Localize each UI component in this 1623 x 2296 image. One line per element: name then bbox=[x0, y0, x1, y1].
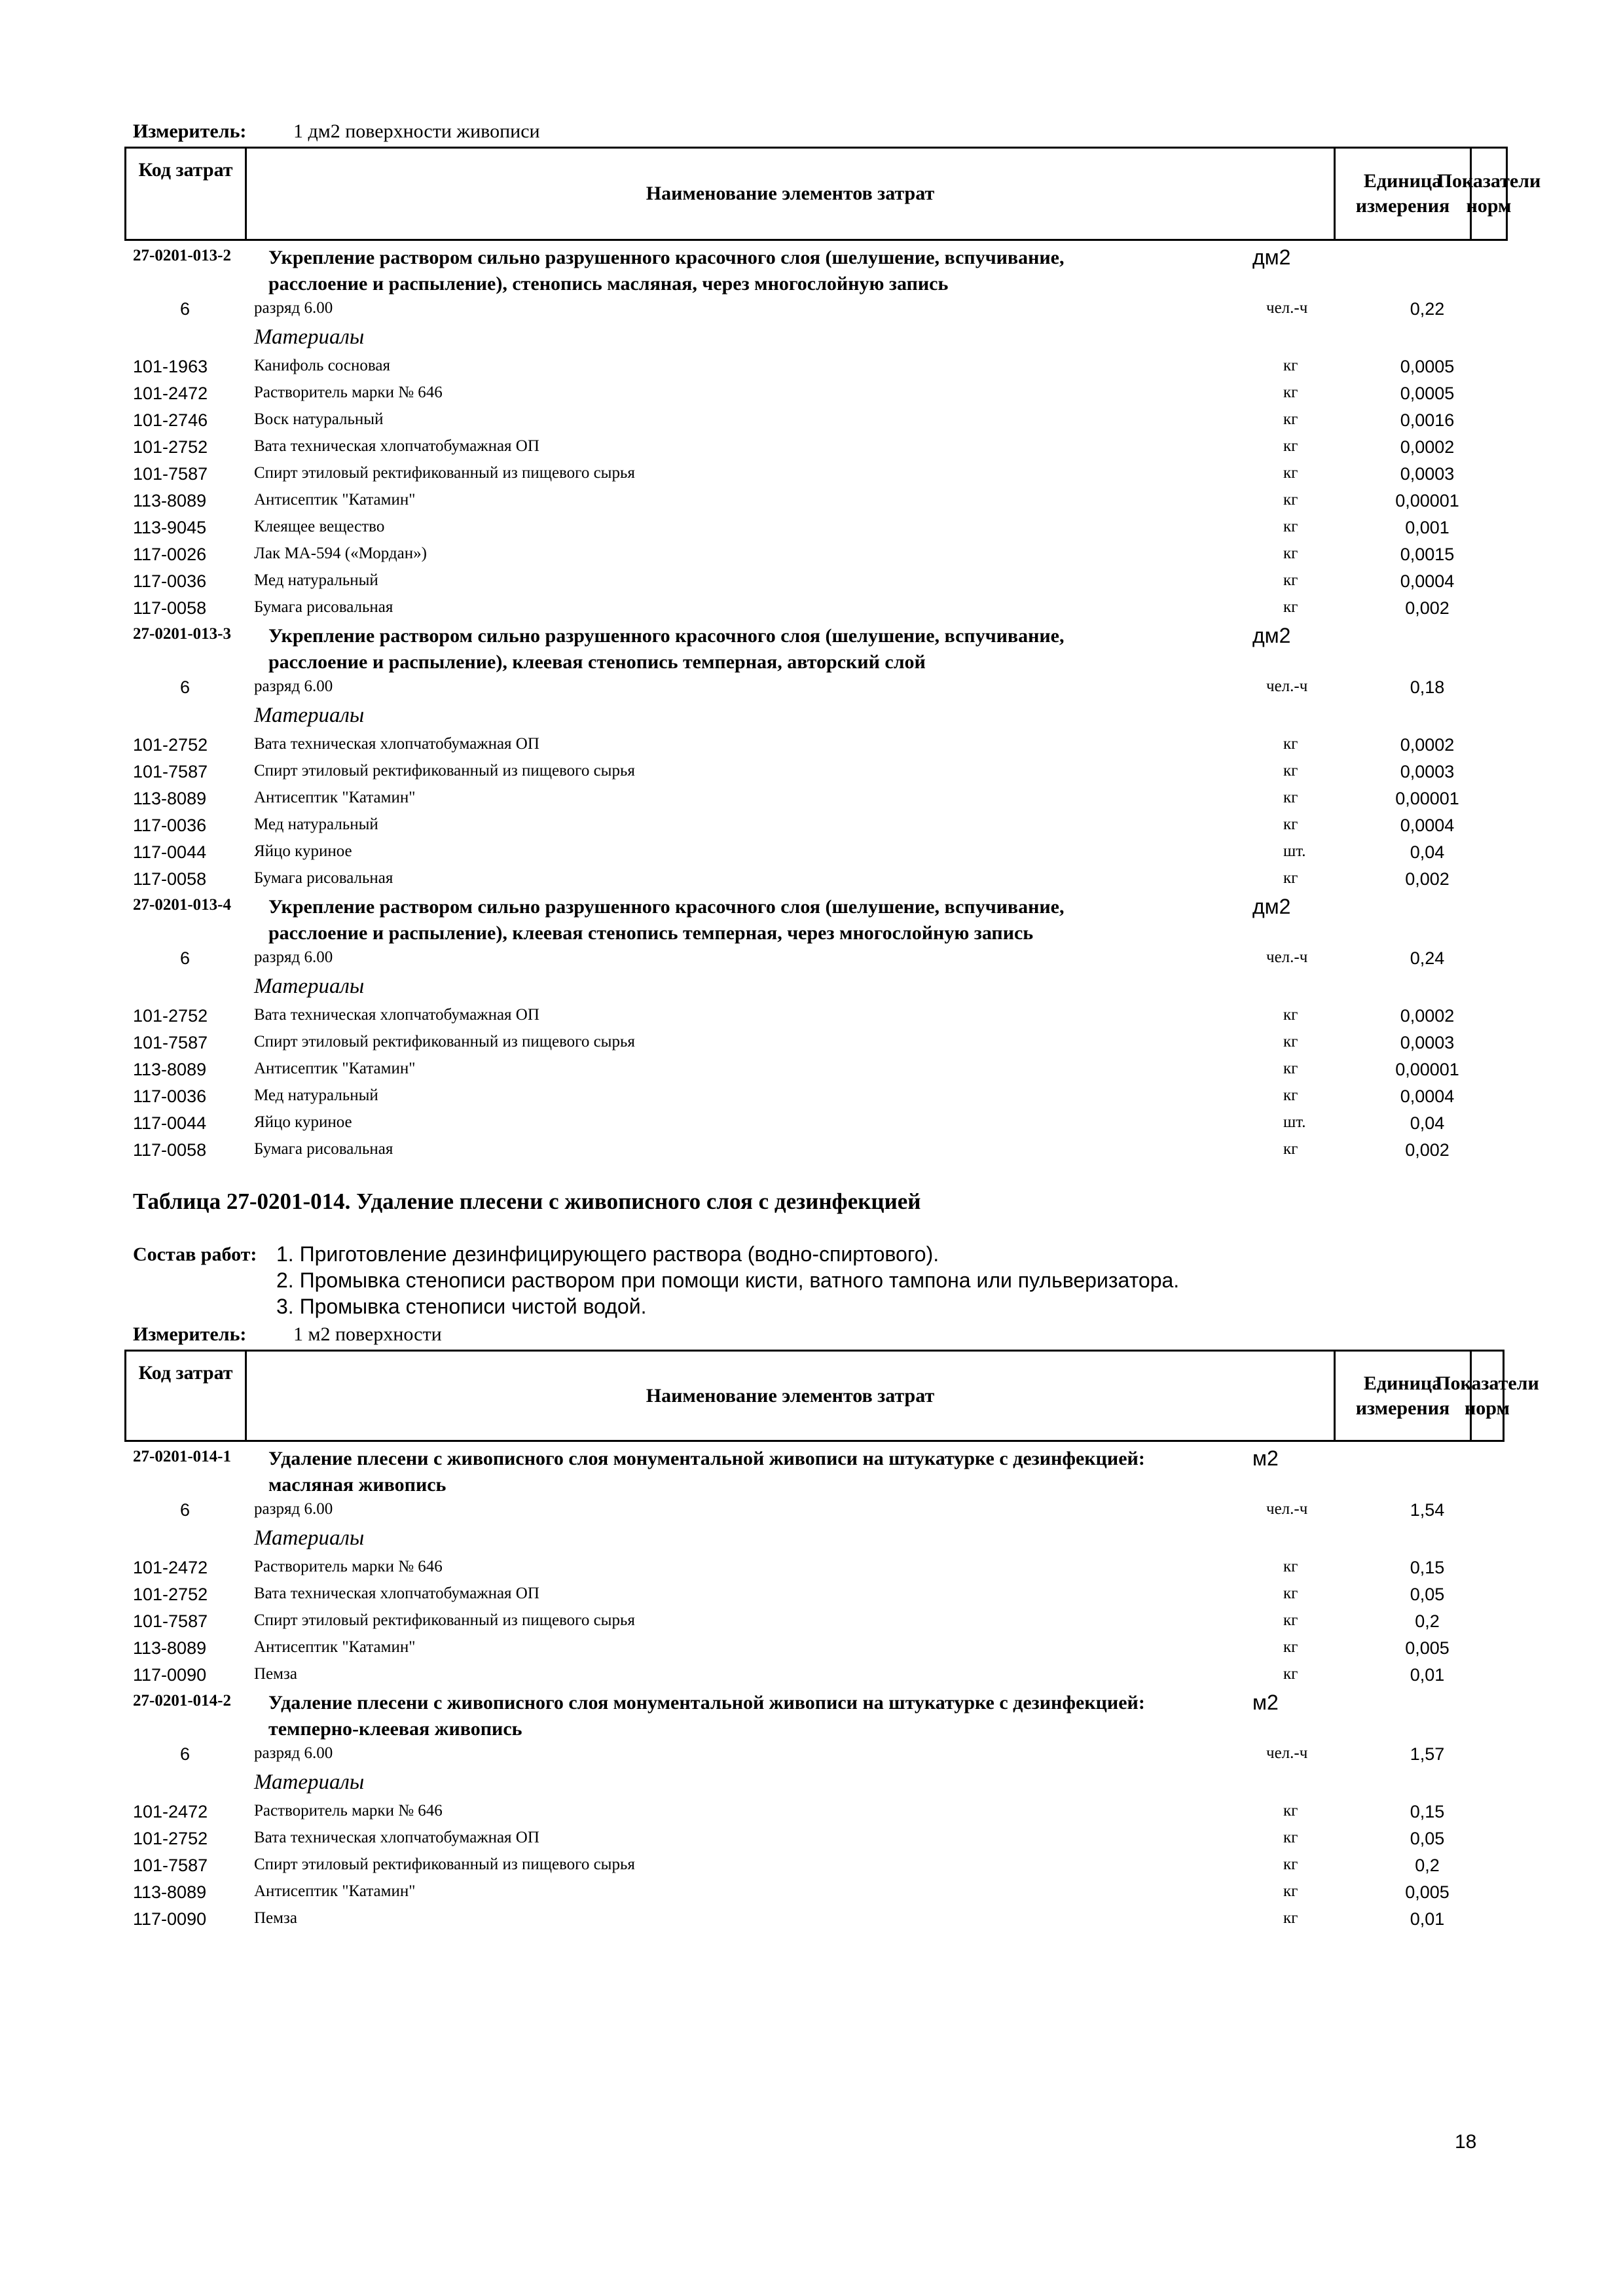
works-item-1: 1. Приготовление дезинфицирующего раствора (водно-спиртового). bbox=[276, 1242, 939, 1266]
section-row-cont bbox=[0, 1474, 1623, 1500]
material-unit: кг bbox=[1283, 1558, 1298, 1575]
material-name: Бумага рисовальная bbox=[254, 598, 393, 616]
material-code: 101-7587 bbox=[133, 1033, 208, 1052]
table-row bbox=[0, 816, 1623, 842]
material-code: 113-8089 bbox=[133, 1060, 207, 1079]
material-value: 0,002 bbox=[1405, 1140, 1450, 1160]
labor-row bbox=[0, 1500, 1623, 1526]
labor-name: разряд 6.00 bbox=[254, 1744, 333, 1762]
material-value: 0,0015 bbox=[1400, 545, 1455, 564]
material-name: Антисептик "Катамин" bbox=[254, 1060, 416, 1077]
table-title: Таблица 27-0201-014. Удаление плесени с живописного слоя с дезинфекцией bbox=[133, 1189, 921, 1214]
material-unit: кг bbox=[1283, 1611, 1298, 1629]
material-value: 0,04 bbox=[1410, 1113, 1445, 1133]
materials-heading-row bbox=[0, 977, 1623, 1003]
materials-heading: Материалы bbox=[254, 975, 365, 998]
material-value: 0,00001 bbox=[1395, 789, 1459, 808]
material-unit: кг bbox=[1283, 1829, 1298, 1846]
material-value: 0,05 bbox=[1410, 1829, 1445, 1848]
material-unit: кг bbox=[1283, 789, 1298, 806]
labor-name: разряд 6.00 bbox=[254, 948, 333, 966]
table-row bbox=[0, 437, 1623, 463]
material-name: Растворитель марки № 646 bbox=[254, 1802, 443, 1820]
table-row bbox=[0, 1802, 1623, 1828]
meter-value-2: 1 м2 поверхности bbox=[293, 1323, 442, 1345]
labor-row bbox=[0, 1744, 1623, 1770]
section-code: 27-0201-013-4 bbox=[133, 896, 231, 914]
material-unit: кг bbox=[1283, 1882, 1298, 1900]
table-row bbox=[0, 869, 1623, 895]
labor-unit: чел.-ч bbox=[1266, 948, 1308, 966]
table-row bbox=[0, 1665, 1623, 1691]
table-row bbox=[0, 1140, 1623, 1166]
material-name: Канифоль сосновая bbox=[254, 357, 390, 374]
material-unit: кг bbox=[1283, 1802, 1298, 1820]
table-row bbox=[0, 464, 1623, 490]
labor-unit: чел.-ч bbox=[1266, 1744, 1308, 1762]
material-code: 117-0058 bbox=[133, 598, 207, 618]
material-code: 101-2752 bbox=[133, 1585, 208, 1604]
section-name-cont: масляная живопись bbox=[268, 1474, 447, 1496]
material-code: 117-0036 bbox=[133, 1086, 207, 1106]
material-name: Пемза bbox=[254, 1909, 297, 1927]
section-name-cont: темперно-клеевая живопись bbox=[268, 1718, 522, 1740]
material-code: 101-7587 bbox=[133, 1856, 208, 1875]
section-name: Укрепление раствором сильно разрушенного красочного слоя (шелушение, вспучивание, bbox=[268, 896, 1065, 918]
section-row bbox=[0, 896, 1623, 922]
material-name: Бумага рисовальная bbox=[254, 1140, 393, 1158]
material-code: 101-2752 bbox=[133, 1006, 208, 1026]
material-code: 101-7587 bbox=[133, 464, 208, 484]
material-code: 117-0044 bbox=[133, 1113, 207, 1133]
material-name: Яйцо куриное bbox=[254, 842, 352, 860]
table-row bbox=[0, 1086, 1623, 1113]
material-unit: кг bbox=[1283, 1638, 1298, 1656]
section-row bbox=[0, 247, 1623, 273]
labor-value: 0,22 bbox=[1410, 299, 1445, 319]
section-row-cont bbox=[0, 273, 1623, 299]
material-unit: кг bbox=[1283, 1856, 1298, 1873]
material-name: Растворитель марки № 646 bbox=[254, 384, 443, 401]
header-code: Код затрат bbox=[138, 1362, 233, 1384]
material-value: 0,0003 bbox=[1400, 1033, 1455, 1052]
material-code: 113-9045 bbox=[133, 518, 207, 537]
material-value: 0,001 bbox=[1405, 518, 1450, 537]
works-item-3: 3. Промывка стенописи чистой водой. bbox=[276, 1295, 647, 1318]
section-name: Удаление плесени с живописного слоя монументальной живописи на штукатурке с дезинфекцией: bbox=[268, 1692, 1145, 1713]
table-row bbox=[0, 384, 1623, 410]
material-value: 0,2 bbox=[1415, 1856, 1440, 1875]
material-name: Вата техническая хлопчатобумажная ОП bbox=[254, 1006, 539, 1024]
material-name: Растворитель марки № 646 bbox=[254, 1558, 443, 1575]
header-name: Наименование элементов затрат bbox=[245, 149, 1334, 239]
table-row bbox=[0, 1006, 1623, 1032]
table-row bbox=[0, 491, 1623, 517]
material-value: 0,0002 bbox=[1400, 735, 1455, 755]
material-name: Вата техническая хлопчатобумажная ОП bbox=[254, 735, 539, 753]
materials-heading-row bbox=[0, 325, 1623, 354]
table-row bbox=[0, 357, 1623, 383]
section-name: Укрепление раствором сильно разрушенного красочного слоя (шелушение, вспучивание, bbox=[268, 247, 1065, 268]
material-code: 101-2746 bbox=[133, 410, 208, 430]
labor-value: 0,18 bbox=[1410, 677, 1445, 697]
materials-heading-row bbox=[0, 706, 1623, 732]
table-row bbox=[0, 762, 1623, 788]
materials-heading: Материалы bbox=[254, 1526, 365, 1550]
material-value: 0,00001 bbox=[1395, 1060, 1459, 1079]
material-unit: кг bbox=[1283, 735, 1298, 753]
material-unit: кг bbox=[1283, 1140, 1298, 1158]
material-unit: кг bbox=[1283, 1086, 1298, 1104]
material-code: 101-7587 bbox=[133, 1611, 208, 1631]
header-name: Наименование элементов затрат bbox=[245, 1352, 1334, 1440]
table-row bbox=[0, 1033, 1623, 1059]
labor-unit: чел.-ч bbox=[1266, 677, 1308, 695]
meter-label-2: Измеритель: bbox=[133, 1323, 247, 1345]
material-name: Антисептик "Катамин" bbox=[254, 789, 416, 806]
table-row bbox=[0, 518, 1623, 544]
material-code: 113-8089 bbox=[133, 1638, 207, 1658]
material-value: 0,005 bbox=[1405, 1638, 1450, 1658]
material-value: 0,002 bbox=[1405, 598, 1450, 618]
works-item-2: 2. Промывка стенописи раствором при помощи кисти, ватного тампона или пульверизатора. bbox=[276, 1268, 1180, 1292]
material-unit: кг bbox=[1283, 410, 1298, 428]
material-value: 0,01 bbox=[1410, 1909, 1445, 1929]
material-name: Лак МА-594 («Мордан») bbox=[254, 545, 427, 562]
section-name-cont: расслоение и распыление), стенопись масляная, через многослойную запись bbox=[268, 273, 949, 295]
labor-code: 6 bbox=[180, 677, 191, 697]
material-name: Мед натуральный bbox=[254, 1086, 378, 1104]
table-row bbox=[0, 1882, 1623, 1909]
labor-value: 1,57 bbox=[1410, 1744, 1445, 1764]
material-value: 0,01 bbox=[1410, 1665, 1445, 1685]
material-name: Мед натуральный bbox=[254, 571, 378, 589]
material-unit: кг bbox=[1283, 1060, 1298, 1077]
material-value: 0,15 bbox=[1410, 1802, 1445, 1821]
material-name: Мед натуральный bbox=[254, 816, 378, 833]
material-name: Воск натуральный bbox=[254, 410, 384, 428]
meter-value: 1 дм2 поверхности живописи bbox=[293, 120, 540, 142]
material-name: Клеящее вещество bbox=[254, 518, 385, 535]
material-code: 101-2752 bbox=[133, 1829, 208, 1848]
material-value: 0,04 bbox=[1410, 842, 1445, 862]
material-name: Антисептик "Катамин" bbox=[254, 1638, 416, 1656]
material-code: 101-2752 bbox=[133, 735, 208, 755]
labor-name: разряд 6.00 bbox=[254, 677, 333, 695]
table-row bbox=[0, 1558, 1623, 1584]
table-row bbox=[0, 1638, 1623, 1664]
material-code: 101-2752 bbox=[133, 437, 208, 457]
section-code: 27-0201-013-3 bbox=[133, 625, 231, 643]
material-unit: кг bbox=[1283, 571, 1298, 589]
materials-heading-row bbox=[0, 1526, 1623, 1555]
material-unit: кг bbox=[1283, 491, 1298, 509]
section-code: 27-0201-014-2 bbox=[133, 1692, 231, 1710]
section-row bbox=[0, 1448, 1623, 1474]
header-norm: Показатели норм bbox=[1470, 149, 1506, 239]
material-value: 0,0003 bbox=[1400, 762, 1455, 781]
material-value: 0,2 bbox=[1415, 1611, 1440, 1631]
material-name: Спирт этиловый ректификованный из пищевого сырья bbox=[254, 762, 635, 780]
labor-unit: чел.-ч bbox=[1266, 1500, 1308, 1518]
material-name: Антисептик "Катамин" bbox=[254, 491, 416, 509]
labor-code: 6 bbox=[180, 1500, 191, 1520]
material-name: Спирт этиловый ректификованный из пищевого сырья bbox=[254, 1856, 635, 1873]
material-value: 0,15 bbox=[1410, 1558, 1445, 1577]
table-header-2 bbox=[124, 1350, 1539, 1442]
labor-row bbox=[0, 299, 1623, 325]
material-unit: шт. bbox=[1283, 1113, 1306, 1131]
material-value: 0,0005 bbox=[1400, 384, 1455, 403]
material-code: 113-8089 bbox=[133, 789, 207, 808]
labor-unit: чел.-ч bbox=[1266, 299, 1308, 317]
material-code: 117-0058 bbox=[133, 869, 207, 889]
material-name: Яйцо куриное bbox=[254, 1113, 352, 1131]
material-unit: кг bbox=[1283, 762, 1298, 780]
material-name: Пемза bbox=[254, 1665, 297, 1683]
section-row-cont bbox=[0, 651, 1623, 677]
material-code: 101-2472 bbox=[133, 384, 208, 403]
material-unit: кг bbox=[1283, 816, 1298, 833]
material-code: 117-0036 bbox=[133, 571, 207, 591]
material-code: 101-2472 bbox=[133, 1558, 208, 1577]
table-row bbox=[0, 1856, 1623, 1882]
section-name-cont: расслоение и распыление), клеевая стенопись темперная, через многослойную запись bbox=[268, 922, 1034, 944]
table-row bbox=[0, 842, 1623, 869]
material-value: 0,0003 bbox=[1400, 464, 1455, 484]
material-unit: кг bbox=[1283, 545, 1298, 562]
material-code: 101-2472 bbox=[133, 1802, 208, 1821]
header-norm: Показатели норм bbox=[1470, 1352, 1503, 1440]
material-value: 0,0004 bbox=[1400, 1086, 1455, 1106]
section-name-cont: расслоение и распыление), клеевая стенопись темперная, авторский слой bbox=[268, 651, 926, 673]
material-value: 0,0005 bbox=[1400, 357, 1455, 376]
material-code: 113-8089 bbox=[133, 491, 207, 511]
material-code: 117-0090 bbox=[133, 1909, 207, 1929]
section-unit: дм2 bbox=[1252, 895, 1291, 918]
material-name: Вата техническая хлопчатобумажная ОП bbox=[254, 437, 539, 455]
material-unit: кг bbox=[1283, 1909, 1298, 1927]
section-name: Удаление плесени с живописного слоя монументальной живописи на штукатурке с дезинфекцией: bbox=[268, 1448, 1145, 1469]
material-name: Вата техническая хлопчатобумажная ОП bbox=[254, 1585, 539, 1602]
labor-name: разряд 6.00 bbox=[254, 299, 333, 317]
labor-code: 6 bbox=[180, 299, 191, 319]
material-unit: шт. bbox=[1283, 842, 1306, 860]
table-row bbox=[0, 1060, 1623, 1086]
labor-code: 6 bbox=[180, 1744, 191, 1764]
section-unit: м2 bbox=[1252, 1446, 1279, 1470]
material-code: 117-0036 bbox=[133, 816, 207, 835]
material-name: Вата техническая хлопчатобумажная ОП bbox=[254, 1829, 539, 1846]
header-code: Код затрат bbox=[138, 159, 233, 181]
materials-heading: Материалы bbox=[254, 704, 365, 727]
material-unit: кг bbox=[1283, 518, 1298, 535]
table-row bbox=[0, 1909, 1623, 1935]
materials-heading: Материалы bbox=[254, 1770, 365, 1794]
materials-heading: Материалы bbox=[254, 325, 365, 349]
material-value: 0,0004 bbox=[1400, 571, 1455, 591]
table-row bbox=[0, 1829, 1623, 1855]
labor-value: 1,54 bbox=[1410, 1500, 1445, 1520]
material-code: 113-8089 bbox=[133, 1882, 207, 1902]
section-code: 27-0201-014-1 bbox=[133, 1448, 231, 1465]
labor-value: 0,24 bbox=[1410, 948, 1445, 968]
section-row-cont bbox=[0, 1718, 1623, 1744]
table-header bbox=[124, 147, 1541, 241]
header-unit: Единица измерения bbox=[1334, 149, 1470, 239]
section-unit: м2 bbox=[1252, 1691, 1279, 1714]
table-row bbox=[0, 735, 1623, 761]
table-row bbox=[0, 410, 1623, 437]
material-unit: кг bbox=[1283, 1665, 1298, 1683]
material-name: Спирт этиловый ректификованный из пищевого сырья bbox=[254, 1033, 635, 1050]
table-row bbox=[0, 1113, 1623, 1139]
works-label: Состав работ: bbox=[133, 1244, 257, 1265]
material-name: Бумага рисовальная bbox=[254, 869, 393, 887]
meter-label: Измеритель: bbox=[133, 120, 247, 142]
table-row bbox=[0, 1611, 1623, 1638]
material-value: 0,0004 bbox=[1400, 816, 1455, 835]
section-unit: дм2 bbox=[1252, 245, 1291, 269]
material-code: 101-7587 bbox=[133, 762, 208, 781]
material-code: 117-0026 bbox=[133, 545, 207, 564]
material-unit: кг bbox=[1283, 1006, 1298, 1024]
table-row bbox=[0, 545, 1623, 571]
section-row bbox=[0, 625, 1623, 651]
page-number: 18 bbox=[1455, 2131, 1477, 2153]
table-row bbox=[0, 571, 1623, 598]
labor-row bbox=[0, 948, 1623, 975]
material-value: 0,00001 bbox=[1395, 491, 1459, 511]
material-name: Спирт этиловый ректификованный из пищевого сырья bbox=[254, 464, 635, 482]
section-row-cont bbox=[0, 922, 1623, 948]
material-value: 0,005 bbox=[1405, 1882, 1450, 1902]
material-code: 117-0044 bbox=[133, 842, 207, 862]
section-code: 27-0201-013-2 bbox=[133, 247, 231, 264]
labor-row bbox=[0, 677, 1623, 704]
material-code: 117-0058 bbox=[133, 1140, 207, 1160]
material-value: 0,0002 bbox=[1400, 1006, 1455, 1026]
materials-heading-row bbox=[0, 1770, 1623, 1799]
labor-code: 6 bbox=[180, 948, 191, 968]
material-unit: кг bbox=[1283, 1585, 1298, 1602]
material-unit: кг bbox=[1283, 1033, 1298, 1050]
material-value: 0,002 bbox=[1405, 869, 1450, 889]
material-unit: кг bbox=[1283, 357, 1298, 374]
material-unit: кг bbox=[1283, 437, 1298, 455]
table-row bbox=[0, 1585, 1623, 1611]
labor-name: разряд 6.00 bbox=[254, 1500, 333, 1518]
section-name: Укрепление раствором сильно разрушенного красочного слоя (шелушение, вспучивание, bbox=[268, 625, 1065, 647]
table-row bbox=[0, 598, 1623, 624]
material-code: 101-1963 bbox=[133, 357, 208, 376]
section-unit: дм2 bbox=[1252, 624, 1291, 647]
material-name: Антисептик "Катамин" bbox=[254, 1882, 416, 1900]
material-unit: кг bbox=[1283, 869, 1298, 887]
material-unit: кг bbox=[1283, 464, 1298, 482]
material-unit: кг bbox=[1283, 598, 1298, 616]
material-name: Спирт этиловый ректификованный из пищевого сырья bbox=[254, 1611, 635, 1629]
material-value: 0,0002 bbox=[1400, 437, 1455, 457]
material-unit: кг bbox=[1283, 384, 1298, 401]
material-value: 0,05 bbox=[1410, 1585, 1445, 1604]
table-row bbox=[0, 789, 1623, 815]
section-row bbox=[0, 1692, 1623, 1718]
header-unit: Единица измерения bbox=[1334, 1352, 1470, 1440]
material-code: 117-0090 bbox=[133, 1665, 207, 1685]
material-value: 0,0016 bbox=[1400, 410, 1455, 430]
